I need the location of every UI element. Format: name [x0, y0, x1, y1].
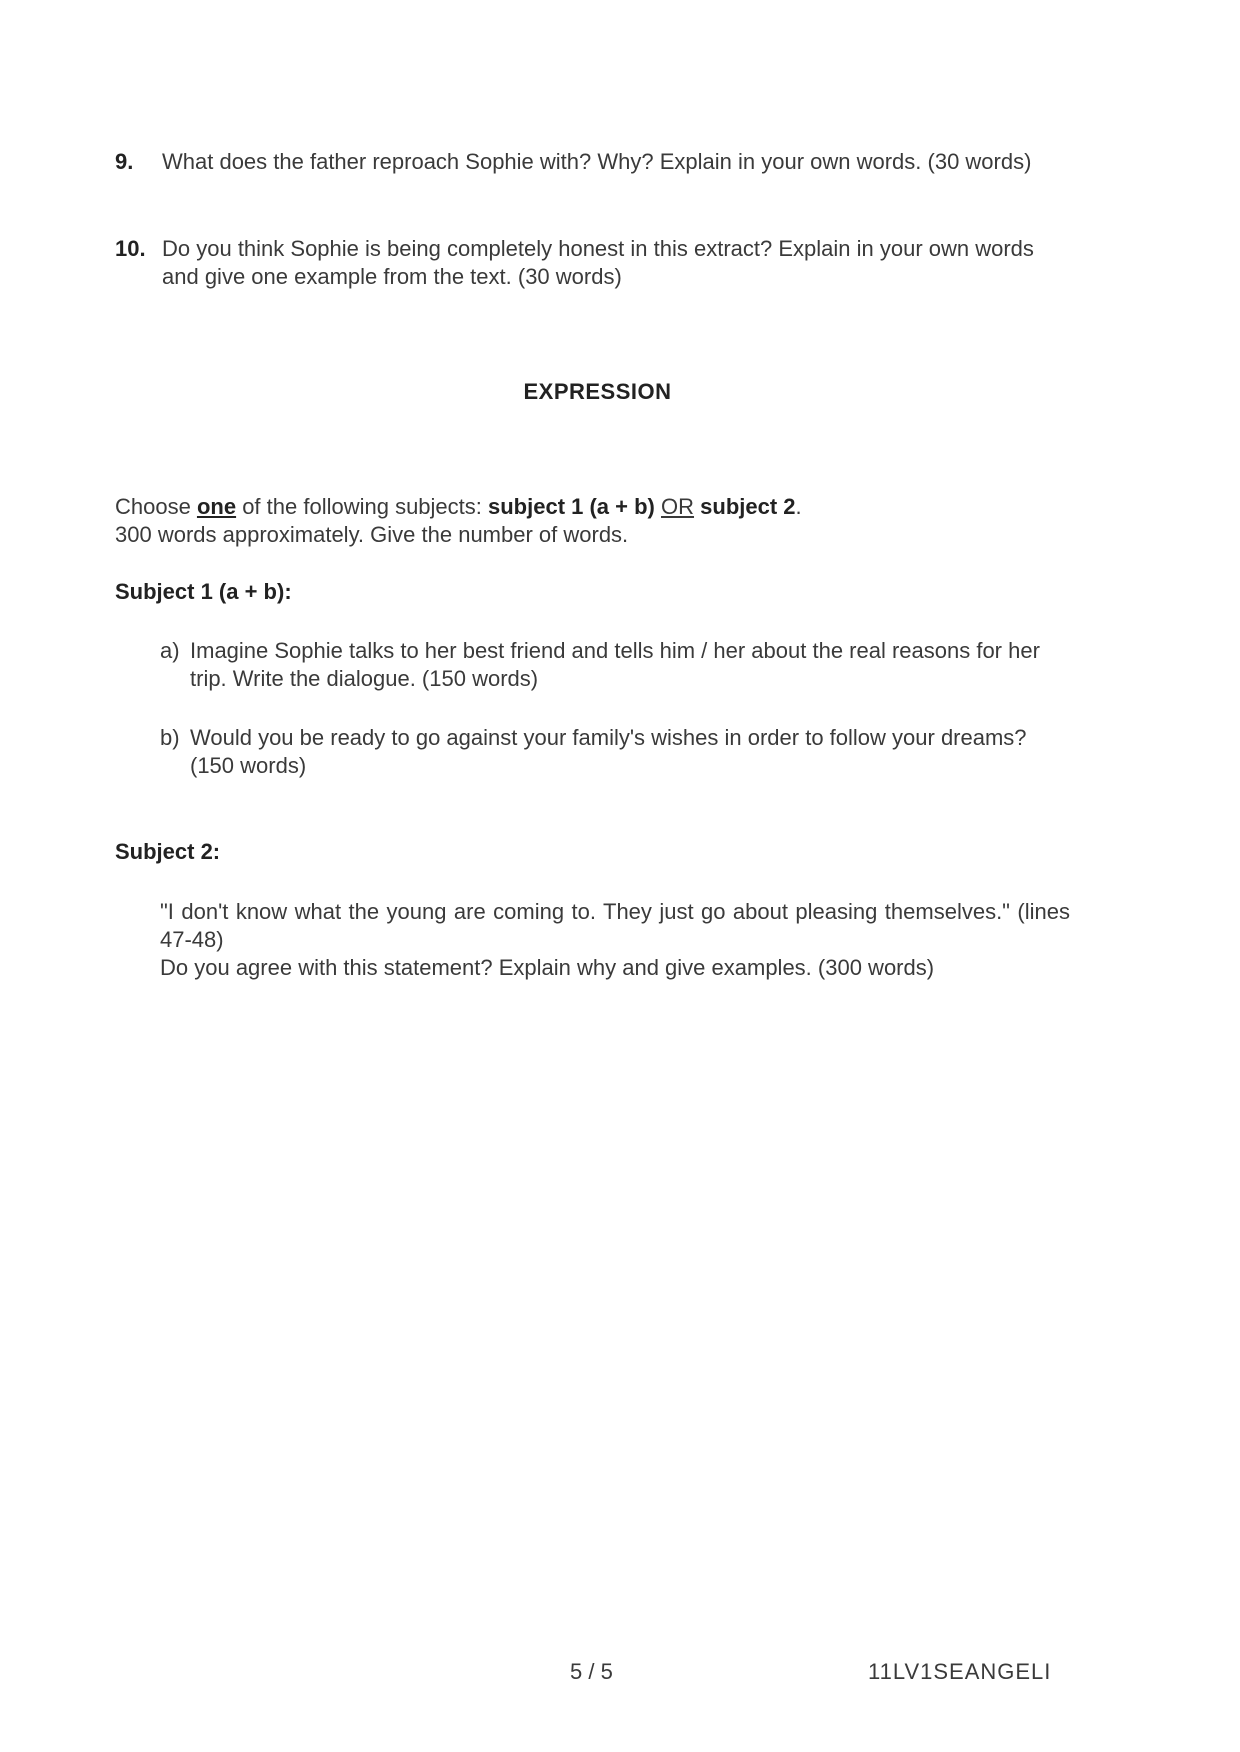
section-heading: EXPRESSION — [523, 379, 672, 404]
choose-one: one — [196, 494, 237, 519]
subject1-title: Subject 1 (a + b): — [115, 579, 292, 604]
question-text: Do you think Sophie is being completely honest in this extract? Explain in your own words and give one example from the text. (30 words) — [162, 236, 1034, 289]
subject2-label: subject 2 — [700, 494, 796, 519]
item-text: Would you be ready to go against your family's wishes in order to follow your dreams? (150 words) — [190, 725, 1027, 778]
or-word: OR — [661, 494, 695, 519]
choose-end: . — [795, 494, 802, 519]
subject2-title: Subject 2: — [115, 839, 221, 864]
item-label: a) — [160, 638, 180, 663]
subject1-label: subject 1 (a + b) — [488, 494, 655, 519]
subject1-item-a — [160, 637, 1060, 693]
question-number: 10. — [115, 236, 146, 261]
item-text: Imagine Sophie talks to her best friend and tells him / her about the real reasons for her trip. Write the dialogue. (150 words) — [190, 638, 1040, 691]
choose-line — [115, 493, 1075, 521]
instructions — [115, 493, 1075, 549]
word-count-line: 300 words approximately. Give the number of words. — [115, 522, 629, 547]
question-10 — [115, 235, 1075, 291]
subject2-body — [160, 898, 1070, 982]
page-number: 5 / 5 — [570, 1659, 613, 1684]
question-text: What does the father reproach Sophie with? Why? Explain in your own words. (30 words) — [162, 149, 1032, 174]
choose-middle: of the following subjects: — [236, 494, 488, 519]
question-number: 9. — [115, 149, 134, 174]
item-label: b) — [160, 725, 180, 750]
subject2-quote: "I don't know what the young are coming to. They just go about pleasing themselves." (lines 47-48) — [160, 899, 1070, 952]
choose-prefix: Choose — [115, 494, 197, 519]
subject1-item-b — [160, 724, 1060, 780]
document-code: 11LV1SEANGELI — [868, 1659, 1052, 1684]
subject2-prompt: Do you agree with this statement? Explain why and give examples. (300 words) — [160, 955, 935, 980]
question-9 — [115, 148, 1075, 176]
